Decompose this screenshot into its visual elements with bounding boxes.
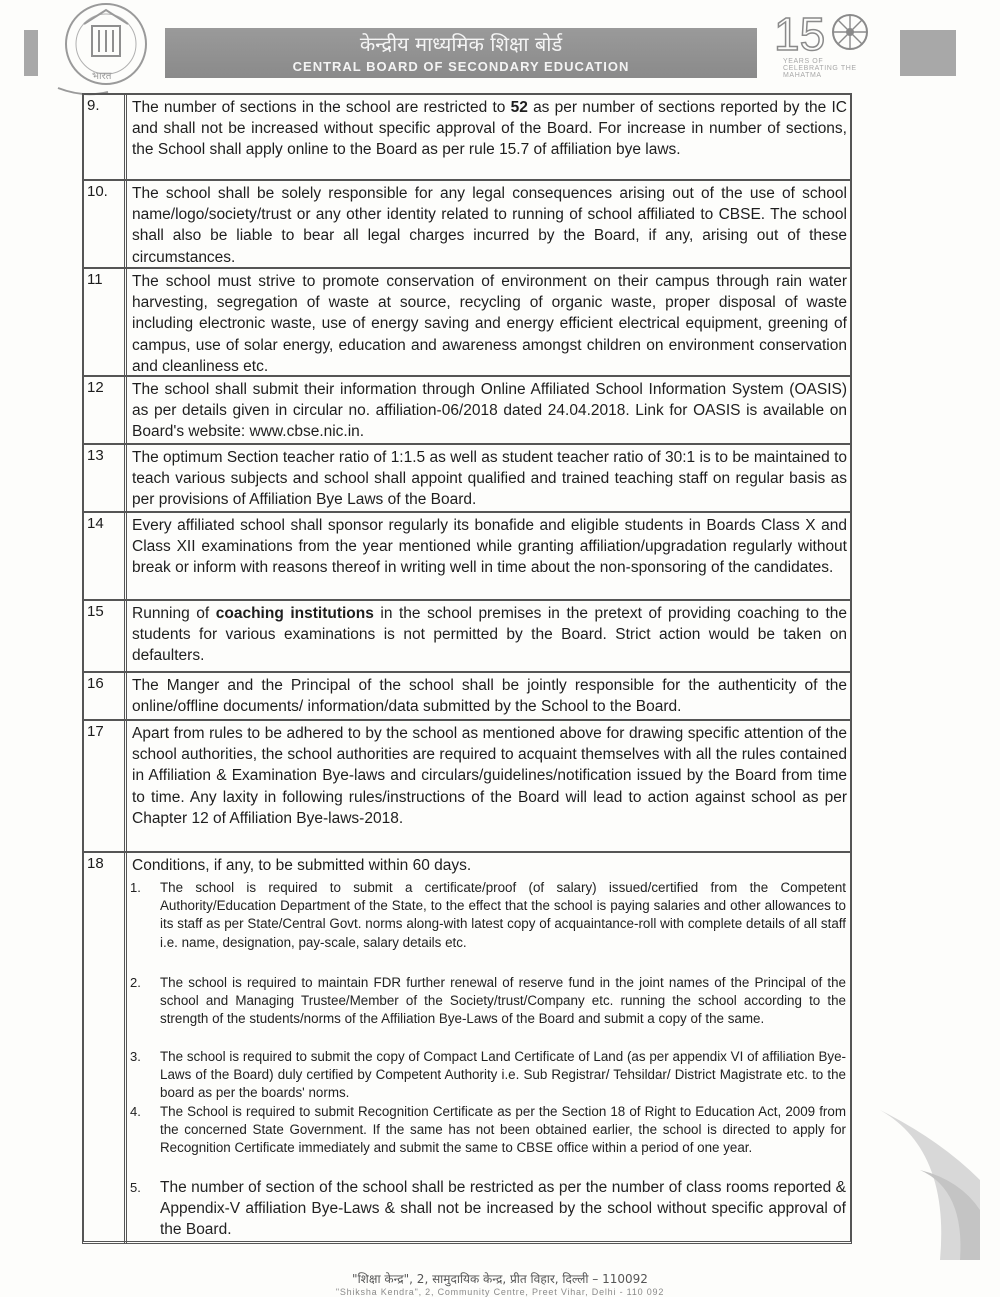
- row-text: Conditions, if any, to be submitted within 60 days.: [132, 857, 472, 874]
- row-number: 17: [87, 723, 104, 740]
- decorative-swoosh: [880, 1110, 980, 1260]
- condition-number: 3.: [130, 1049, 141, 1064]
- table-row: [82, 93, 850, 181]
- table-row: [82, 443, 850, 513]
- emblem-caption: भारत: [92, 71, 112, 82]
- row-text: The school shall submit their information through Online Affiliated School Information System (OASIS) as per details given in circular no. affiliation-06/2018 dated 24.04.2018. Link for OASIS is available on Board's website: www.cbse.nic.in.: [132, 381, 847, 441]
- condition-item: [130, 1103, 846, 1158]
- condition-number: 5.: [130, 1180, 141, 1195]
- row-text: The number of sections in the school are restricted to 52 as per number of sections reported by the IC and shall not be increased without specific approval of the Board. For increase in number of sections, the School shall apply online to the Board as per rule 15.7 of affiliation bye laws.: [132, 99, 847, 159]
- row-number: 11: [87, 271, 103, 288]
- row-number: 14: [87, 515, 104, 532]
- condition-item: [130, 1177, 846, 1240]
- row-number: 10.: [87, 183, 108, 200]
- row-text: Apart from rules to be adhered to by the school as mentioned above for drawing specific attention of the school authorities, the school authorities are required to acquaint themselves with all the rules contained in Affiliation & Examination Bye-laws and circulars/guidelines/notification issued by the Board from time to time. Any laxity in following rules/instructions of the Board will lead to action against school as per Chapter 12 of Affiliation Bye-laws-2018.: [132, 725, 847, 827]
- condition-number: 4.: [130, 1104, 141, 1119]
- header-banner: [165, 28, 757, 78]
- condition-number: 2.: [130, 975, 141, 990]
- footer-address-hindi: "शिक्षा केन्द्र", 2, सामुदायिक केन्द्र, प्रीत विहार, दिल्ली – 110092: [352, 1272, 648, 1286]
- condition-text: The school is required to submit the copy of Compact Land Certificate of Land (as per appendix VI of affiliation Bye-Laws of the Board) duly certified by Competent Authority i.e. Sub Registrar/ Tehsildar/ District Magistrate etc. to the board as per the boards' norms.: [160, 1049, 846, 1101]
- table-row: [82, 599, 850, 673]
- header-title-english: CENTRAL BOARD OF SECONDARY EDUCATION: [292, 59, 630, 74]
- row-text: The school shall be solely responsible for any legal consequences arising out of the use of school name/logo/society/trust or any other identity related to running of school affiliated to CBSE. The school shall also be liable to bear all legal charges incurred by the Board, if any, arising out of these circumstances.: [132, 185, 847, 266]
- table-row: [82, 719, 850, 853]
- table-row: [82, 375, 850, 445]
- table-row: [82, 179, 850, 269]
- anniversary-caption: YEARS OF CELEBRATING THE MAHATMA: [783, 58, 857, 79]
- condition-text: The school is required to maintain FDR further renewal of reserve fund in the joint names of the Principal of the school and Managing Trustee/Member of the Society/trust/Company etc. running the school according to the strength of the students/norms of the Affiliation Bye-Laws of the Board and submit a copy of the same.: [160, 975, 846, 1027]
- condition-item: [130, 879, 846, 952]
- left-margin-block: [24, 30, 38, 76]
- condition-number: 1.: [130, 880, 141, 895]
- condition-text: The school is required to submit a certificate/proof (of salary) issued/certified from the Competent Authority/Education Department of the State, to the effect that the school is paying salaries and other allowances to its staff as per State/Central Govt. norms along-with latest copy of acquaintance-roll with complete details of all staff i.e. name, designation, pay-scale, salary details etc.: [160, 880, 846, 950]
- row-text: The optimum Section teacher ratio of 1:1.5 as well as student teacher ratio of 30:1 is to be maintained to teach various subjects and school shall appoint qualified and trained teaching staff on regular basis as per provisions of Affiliation Bye Laws of the Board.: [132, 449, 847, 509]
- right-margin-block: [900, 30, 956, 76]
- row-number: 18: [87, 855, 104, 872]
- row-number: 13: [87, 447, 104, 464]
- row-text: Running of coaching institutions in the school premises in the pretext of providing coaching to the students for various examinations is not permitted by the Board. Strict action would be taken on defaulters.: [132, 605, 847, 665]
- row-number: 16: [87, 675, 104, 692]
- condition-text: The number of section of the school shall be restricted as per the number of class rooms reported & Appendix-V affiliation Bye-Laws & shall not be increased by the school without specific approval of the Board.: [160, 1179, 846, 1238]
- row-number: 12: [87, 379, 104, 396]
- table-row: [82, 511, 850, 601]
- condition-text: The School is required to submit Recognition Certificate as per the Section 18 of Right to Education Act, 2009 from the concerned State Government. If the same has not been obtained earlier, the school is directed to apply for Recognition Certificate immediately and submit the same to CBSE office within a period of one year.: [160, 1104, 846, 1156]
- header-title-hindi: केन्द्रीय माध्यमिक शिक्षा बोर्ड: [359, 32, 563, 56]
- row-number: 9.: [87, 97, 100, 114]
- cbse-emblem-logo: [44, 2, 162, 98]
- condition-item: [130, 974, 846, 1029]
- row-text: The Manger and the Principal of the school shall be jointly responsible for the authenticity of the online/offline documents/ information/data submitted by the School to the Board.: [132, 677, 847, 716]
- table-row: [82, 267, 850, 377]
- condition-item: [130, 1048, 846, 1103]
- row-text: Every affiliated school shall sponsor regularly its bonafide and eligible students in Boards Class X and Class XII examinations from the year mentioned while granting affiliation/upgradation regularly without break or inform with reasons thereof in writing well in time about the non-sponsoring of the candidates.: [132, 517, 847, 577]
- row-number: 15: [87, 603, 104, 620]
- table-row: [82, 671, 850, 721]
- svg-text:15: 15: [774, 8, 826, 60]
- table-row: [82, 851, 850, 1243]
- row-text: The school must strive to promote conservation of environment on their campus through rain water harvesting, segregation of waste at source, recycling of organic waste, proper disposal of waste including electronic waste, use of energy saving and energy efficient electrical equipment, greening of campus, use of solar energy, education and awareness amongst children on environment conservation and cleanliness etc.: [132, 273, 847, 375]
- footer-address-english: "Shiksha Kendra", 2, Community Centre, Preet Vihar, Delhi - 110 092: [335, 1287, 665, 1297]
